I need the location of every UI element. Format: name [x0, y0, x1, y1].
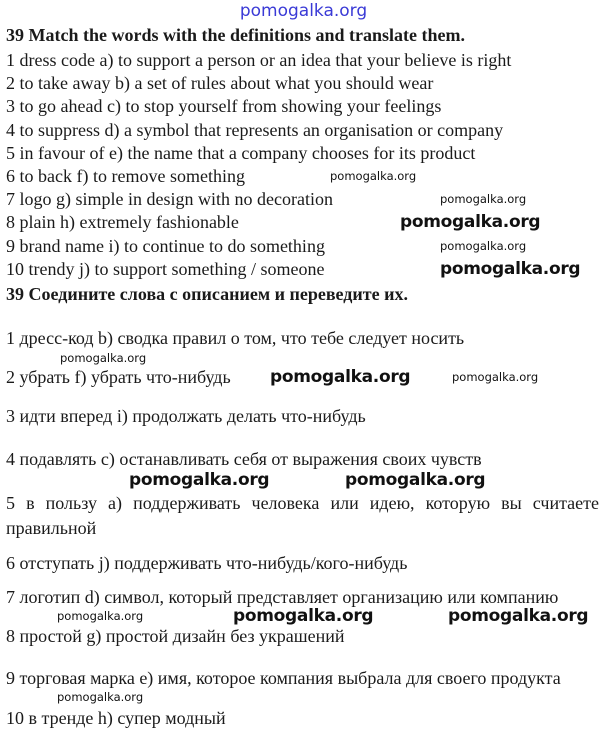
russian-line: 2 убрать f) убрать что-нибудь	[6, 367, 231, 387]
watermark: pomogalka.org	[60, 351, 147, 365]
english-line: 5 in favour of e) the name that a company chooses for its product	[6, 143, 476, 163]
watermark: pomogalka.org	[452, 370, 539, 384]
english-line: 8 plain h) extremely fashionable	[6, 212, 239, 232]
english-heading: 39 Match the words with the definitions and translate them.	[6, 25, 465, 45]
watermark: pomogalka.org	[270, 367, 411, 387]
english-line: 3 to go ahead c) to stop yourself from showing your feelings	[6, 96, 442, 116]
watermark-top: pomogalka.org	[239, 1, 368, 21]
english-line: 7 logo g) simple in design with no decoration	[6, 189, 333, 209]
russian-line: 6 отступать j) поддерживать что-нибудь/кого-нибудь	[6, 553, 408, 573]
english-line: 10 trendy j) to support something / someone	[6, 259, 325, 279]
watermark: pomogalka.org	[440, 239, 527, 253]
watermark: pomogalka.org	[440, 192, 527, 206]
english-line: 2 to take away b) a set of rules about what you should wear	[6, 73, 434, 93]
watermark: pomogalka.org	[57, 609, 144, 623]
watermark: pomogalka.org	[57, 690, 144, 704]
english-line: 4 to suppress d) a symbol that represents an organisation or company	[6, 120, 504, 140]
watermark: pomogalka.org	[400, 212, 541, 232]
watermark: pomogalka.org	[448, 606, 589, 626]
english-line: 9 brand name i) to continue to do something	[6, 236, 325, 256]
watermark: pomogalka.org	[129, 470, 270, 490]
watermark: pomogalka.org	[345, 470, 486, 490]
russian-line: 7 логотип d) символ, который представляет организацию или компанию	[6, 587, 559, 607]
english-line: 1 dress code a) to support a person or an idea that your believe is right	[6, 50, 512, 70]
watermark: pomogalka.org	[330, 169, 417, 183]
russian-line: 4 подавлять c) останавливать себя от выражения своих чувств	[6, 449, 482, 469]
russian-line: 8 простой g) простой дизайн без украшений	[6, 626, 345, 646]
russian-line: 3 идти вперед i) продолжать делать что-нибудь	[6, 406, 366, 426]
russian-line: 1 дресс-код b) сводка правил о том, что тебе следует носить	[6, 328, 465, 348]
russian-line: 9 торговая марка e) имя, которое компания выбрала для своего продукта	[6, 668, 561, 688]
russian-heading: 39 Соедините слова с описанием и переведите их.	[6, 284, 408, 304]
watermark: pomogalka.org	[233, 606, 374, 626]
english-line: 6 to back f) to remove something	[6, 166, 245, 186]
russian-line: 10 в тренде h) супер модный	[6, 708, 226, 728]
watermark: pomogalka.org	[440, 259, 581, 279]
russian-line: 5 в пользу a) поддерживать человека или идею, которую вы считаете правильной	[6, 493, 599, 538]
